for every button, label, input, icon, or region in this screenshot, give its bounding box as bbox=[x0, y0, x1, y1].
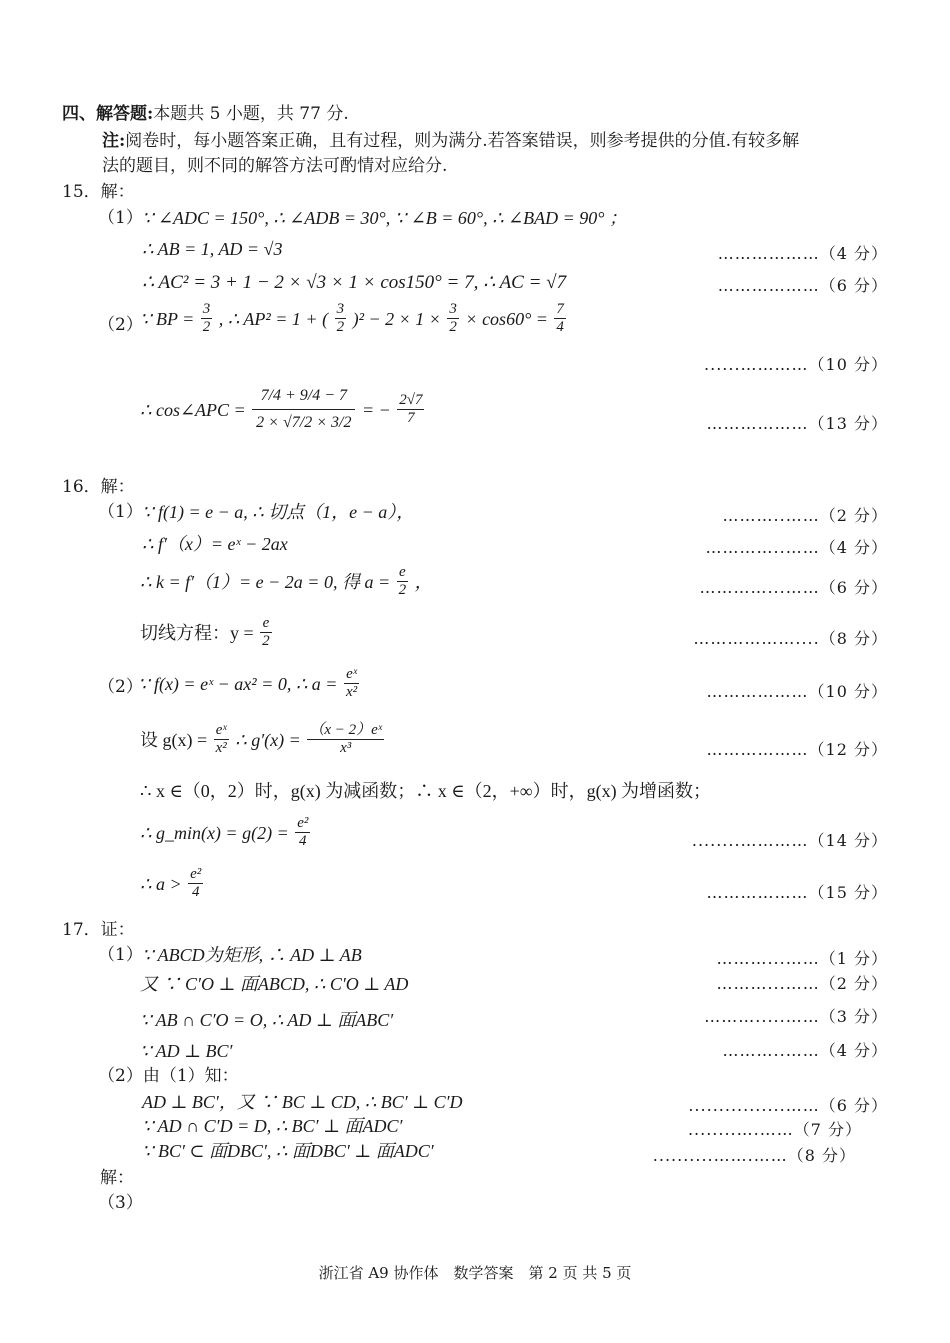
q15-part2-label: （2） bbox=[98, 315, 143, 335]
section-desc: 本题共 5 小题，共 77 分. bbox=[153, 104, 349, 124]
fraction: $\frac{\text{（x − 2）eˣ}}{\text{x³}}$ bbox=[309, 722, 382, 757]
fraction: $\frac{3}{2}$ bbox=[336, 301, 345, 336]
q16-line3: ∴ k = f′（1）= e − 2a = 0, 得 a = $\frac{e}{2}$ ， bbox=[140, 564, 433, 599]
q15-line1: ∵ ∠ADC = 150°, ∴ ∠ADB = 30°, ∵ ∠B = 60°, ∴ ∠BAD = 90° ； bbox=[142, 208, 627, 228]
fraction: $\frac{\text{eˣ}}{\text{x²}}$ bbox=[345, 666, 358, 701]
note-line-2: 法的题目，则不同的解答方法可酌情对应给分. bbox=[102, 156, 448, 176]
q16-score-8: ………………....（8 分） bbox=[693, 629, 888, 648]
q15-header: 15．解： bbox=[62, 182, 135, 202]
q15-line2: ∴ AB = 1, AD = √3 bbox=[142, 239, 283, 259]
q15-score-4: ………………（4 分） bbox=[717, 244, 888, 263]
q16-score-2: ………..……（2 分） bbox=[722, 506, 888, 525]
fraction: $\frac{3}{2}$ bbox=[449, 301, 457, 336]
q16-score-6: …………...……（6 分） bbox=[699, 578, 888, 597]
q16-score-15: ………………（15 分） bbox=[706, 883, 888, 902]
q16-line5: ∵ f(x) = eˣ − ax² = 0, ∴ a = $\frac{\text{eˣ}}{\text{x²}}$ bbox=[138, 666, 358, 701]
q17-line5: AD ⊥ BC′，又 ∵ BC ⊥ CD, ∴ BC′ ⊥ C′D bbox=[142, 1092, 463, 1112]
q17-part1-label: （1） bbox=[98, 945, 143, 965]
q16-score-10: ………………（10 分） bbox=[706, 682, 888, 701]
note-label: 注: bbox=[102, 131, 126, 151]
section-title: 四、解答题: bbox=[62, 104, 154, 124]
q16-line1: ∵ f(1) = e − a, ∴ 切点（1，e − a）， bbox=[142, 502, 415, 522]
q16-score-4: …………..……（4 分） bbox=[705, 538, 888, 557]
fraction: $\frac{e}{2}$ bbox=[262, 615, 270, 650]
q16-line6: 设 g(x) = $\frac{\text{eˣ}}{\text{x²}}$ ∴ g′(x) = $\frac{\text{（x − 2）eˣ}}{\text{x³}}$ bbox=[140, 722, 382, 757]
q16-part2-label: （2） bbox=[98, 677, 143, 697]
q16-score-14: ........…………（14 分） bbox=[691, 831, 888, 850]
q17-score-8: ..........…….……（8 分） bbox=[652, 1146, 856, 1165]
q15-score-13: ………………（13 分） bbox=[706, 414, 888, 433]
q15-part1-label: （1） bbox=[98, 208, 143, 228]
page-footer: 浙江省 A9 协作体 数学答案 第 2 页 共 5 页 bbox=[318, 1264, 632, 1282]
q17-line3: ∵ AB ∩ C′O = O, ∴ AD ⊥ 面ABC′ bbox=[140, 1010, 394, 1030]
q17-score-2: ………...……（2 分） bbox=[716, 974, 888, 993]
q16-line7: ∴ x ∈（0，2）时，g(x) 为减函数；∴ x ∈（2，+∞）时，g(x) 为增函数； bbox=[140, 781, 712, 801]
q17-part2-label: （2）由（1）知： bbox=[98, 1066, 239, 1086]
fraction: $\frac{7}{4}$ bbox=[556, 301, 564, 336]
q17-score-6: ................……（6 分） bbox=[688, 1096, 888, 1115]
q16-score-12: ………………（12 分） bbox=[706, 740, 888, 759]
q17-line1: ∵ ABCD为矩形, ∴ AD ⊥ AB bbox=[142, 945, 362, 965]
q16-header: 16．解： bbox=[62, 477, 135, 497]
fraction: $\frac{\text{eˣ}}{\text{x²}}$ bbox=[215, 722, 227, 757]
q17-score-4: ………..……（4 分） bbox=[722, 1041, 888, 1060]
q15-score-6: ………………（6 分） bbox=[717, 276, 888, 295]
q17-line6: ∵ AD ∩ C′D = D, ∴ BC′ ⊥ 面ADC′ bbox=[142, 1116, 403, 1136]
q17-header: 17．证： bbox=[62, 920, 135, 940]
q17-line4: ∵ AD ⊥ BC′ bbox=[140, 1041, 233, 1061]
fraction: $\frac{\text{e²}}{4}$ bbox=[190, 866, 202, 901]
q17-line7: ∵ BC′ ⊂ 面DBC′, ∴ 面DBC′ ⊥ 面ADC′ bbox=[142, 1141, 434, 1161]
q16-line4: 切线方程：y = $\frac{e}{2}$ bbox=[140, 615, 270, 650]
q17-score-1: ………...……（1 分） bbox=[716, 949, 888, 968]
q16-part1-label: （1） bbox=[98, 502, 143, 522]
q17-score-3: ……….....……（3 分） bbox=[704, 1007, 888, 1026]
q17-line2: 又 ∵ C′O ⊥ 面ABCD, ∴ C′O ⊥ AD bbox=[140, 974, 409, 994]
fraction: $\frac{\text{e²}}{4}$ bbox=[297, 815, 309, 850]
note-line-1: 注:阅卷时，每小题答案正确，且有过程，则为满分.若答案错误，则参考提供的分值.有较多解 bbox=[102, 131, 800, 151]
fraction: $\frac{e}{2}$ bbox=[398, 564, 407, 599]
fraction: $\frac{3}{2}$ bbox=[202, 301, 211, 336]
q17-part3-label: （3） bbox=[98, 1193, 143, 1213]
q15-line3: ∴ AC² = 3 + 1 − 2 × √3 × 1 × cos150° = 7, ∴ AC = √7 bbox=[142, 272, 567, 293]
fraction: $\frac{2√7}{7}$ bbox=[399, 392, 423, 427]
q16-line8: ∴ g_min(x) = g(2) = $\frac{\text{e²}}{4}$ bbox=[140, 815, 309, 850]
q15-line5: ∴ cos∠APC = $\frac{7/4 + 9/4 - 7}{2 \times √7/2 \times 3/2}$ = − $\frac{2√7}{7}$ bbox=[140, 383, 426, 437]
q17-score-7: ........….……（7 分） bbox=[687, 1120, 862, 1139]
q15-score-10: ......…………（10 分） bbox=[704, 355, 888, 374]
fraction: $\frac{7/4 + 9/4 - 7}{2 \times √7/2 \times 3/2}$ bbox=[252, 383, 355, 437]
q16-line9: ∴ a > $\frac{\text{e²}}{4}$ bbox=[140, 866, 202, 901]
section-heading bbox=[62, 106, 349, 123]
q17-solution-label: 解： bbox=[100, 1168, 134, 1188]
q16-line2: ∴ f′（x）= eˣ − 2ax bbox=[142, 534, 288, 554]
q15-line4: ∵ BP = $\frac{3}{2}$ , ∴ AP² = 1 + ( $\frac{3}{2}$ )² − 2 × 1 × $\frac{3}{2}$ × cos60° = $\frac{7}{4}$ bbox=[140, 301, 564, 336]
